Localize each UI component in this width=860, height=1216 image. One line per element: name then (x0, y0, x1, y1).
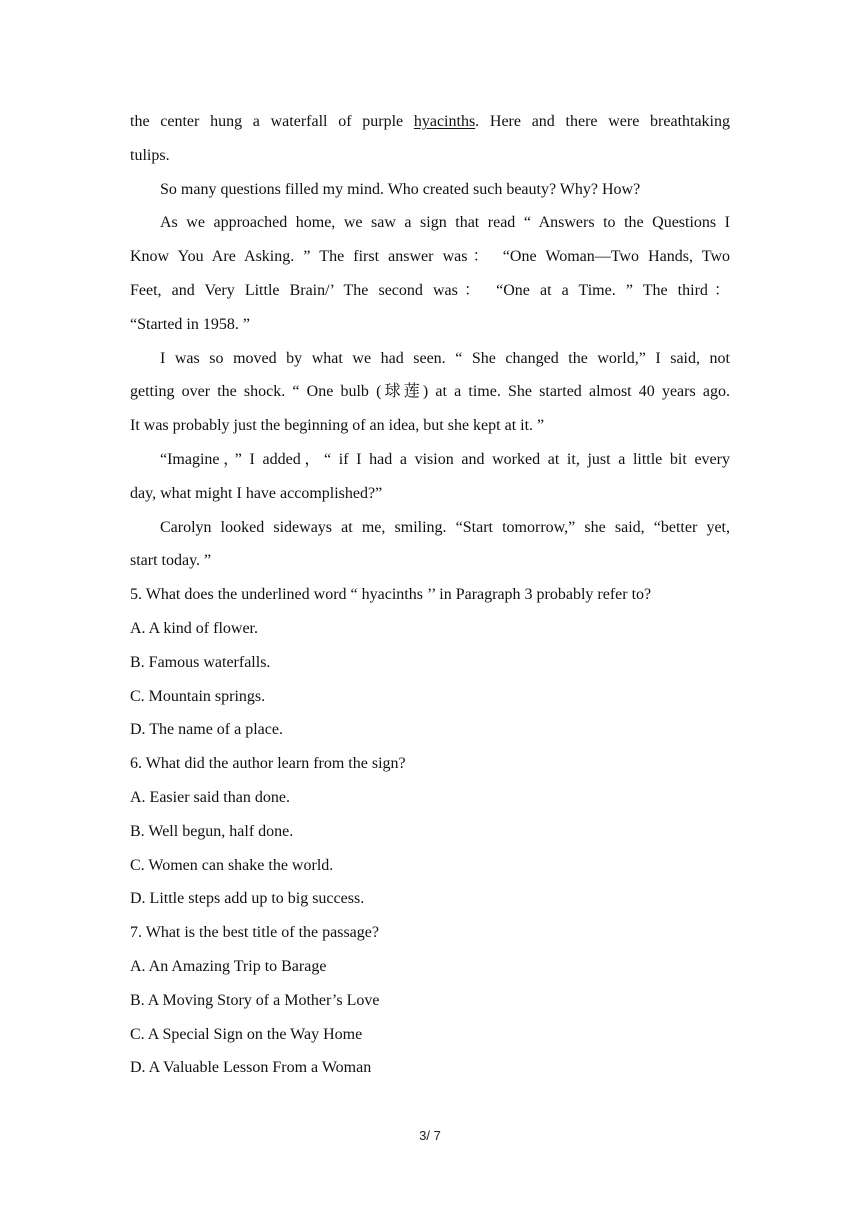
passage-paragraph-5-line-1: As we approached home, we saw a sign that read “ Answers to the Questions I (160, 214, 730, 232)
passage-paragraph-5-line-4: “Started in 1958. ” (130, 315, 250, 333)
question-6-option-a: A. Easier said than done. (130, 788, 290, 806)
passage-paragraph-8-line-2: start today. ” (130, 552, 212, 570)
passage-paragraph-5-line-2: Know You Are Asking. ” The first answer was： “One Woman—Two Hands, Two (130, 248, 730, 266)
question-7-option-c: C. A Special Sign on the Way Home (130, 1025, 363, 1043)
passage-paragraph-8-line-1: Carolyn looked sideways at me, smiling. “Start tomorrow,” she said, “better yet, (160, 518, 730, 536)
question-5-stem: 5. What does the underlined word “ hyacinths ’’ in Paragraph 3 probably refer to? (130, 586, 652, 604)
question-5-option-a: A. A kind of flower. (130, 619, 258, 637)
page-number: 3/ 7 (419, 1128, 441, 1143)
passage-paragraph-4: So many questions filled my mind. Who created such beauty? Why? How? (160, 180, 641, 198)
question-7-stem: 7. What is the best title of the passage? (130, 924, 379, 942)
question-7-option-d: D. A Valuable Lesson From a Woman (130, 1059, 372, 1077)
question-7-option-a: A. An Amazing Trip to Barage (130, 957, 327, 975)
question-5-option-b: B. Famous waterfalls. (130, 653, 271, 671)
passage-paragraph-6-line-1: I was so moved by what we had seen. “ She changed the world,” I said, not (160, 349, 730, 367)
question-6-stem: 6. What did the author learn from the sign? (130, 755, 406, 773)
document-page (130, 105, 730, 1085)
passage-paragraph-7-line-1: “Imagine，” I added，“ if I had a vision and worked at it, just a little bit every (160, 450, 730, 468)
question-5-option-d: D. The name of a place. (130, 721, 283, 739)
passage-paragraph-6-line-3: It was probably just the beginning of an idea, but she kept at it. ” (130, 417, 545, 435)
text-span: the center hung a waterfall of purple (130, 113, 414, 130)
question-6-option-b: B. Well begun, half done. (130, 822, 294, 840)
passage-paragraph-7-line-2: day, what might I have accomplished?” (130, 484, 383, 502)
passage-paragraph-3-line-2: tulips. (130, 146, 170, 164)
question-6-option-c: C. Women can shake the world. (130, 856, 334, 874)
passage-paragraph-3-line-1 (130, 105, 730, 139)
underlined-word: hyacinths (413, 113, 476, 130)
question-7-option-b: B. A Moving Story of a Mother’s Love (130, 991, 380, 1009)
text-span: . Here and there were breathtaking (475, 113, 731, 130)
passage-paragraph-6-line-2: getting over the shock. “ One bulb (球莲) at a time. She started almost 40 years ago. (130, 383, 730, 401)
question-6-option-d: D. Little steps add up to big success. (130, 890, 365, 908)
question-5-option-c: C. Mountain springs. (130, 687, 266, 705)
passage-paragraph-5-line-3: Feet, and Very Little Brain/’ The second was： “One at a Time. ” The third： (130, 281, 730, 299)
